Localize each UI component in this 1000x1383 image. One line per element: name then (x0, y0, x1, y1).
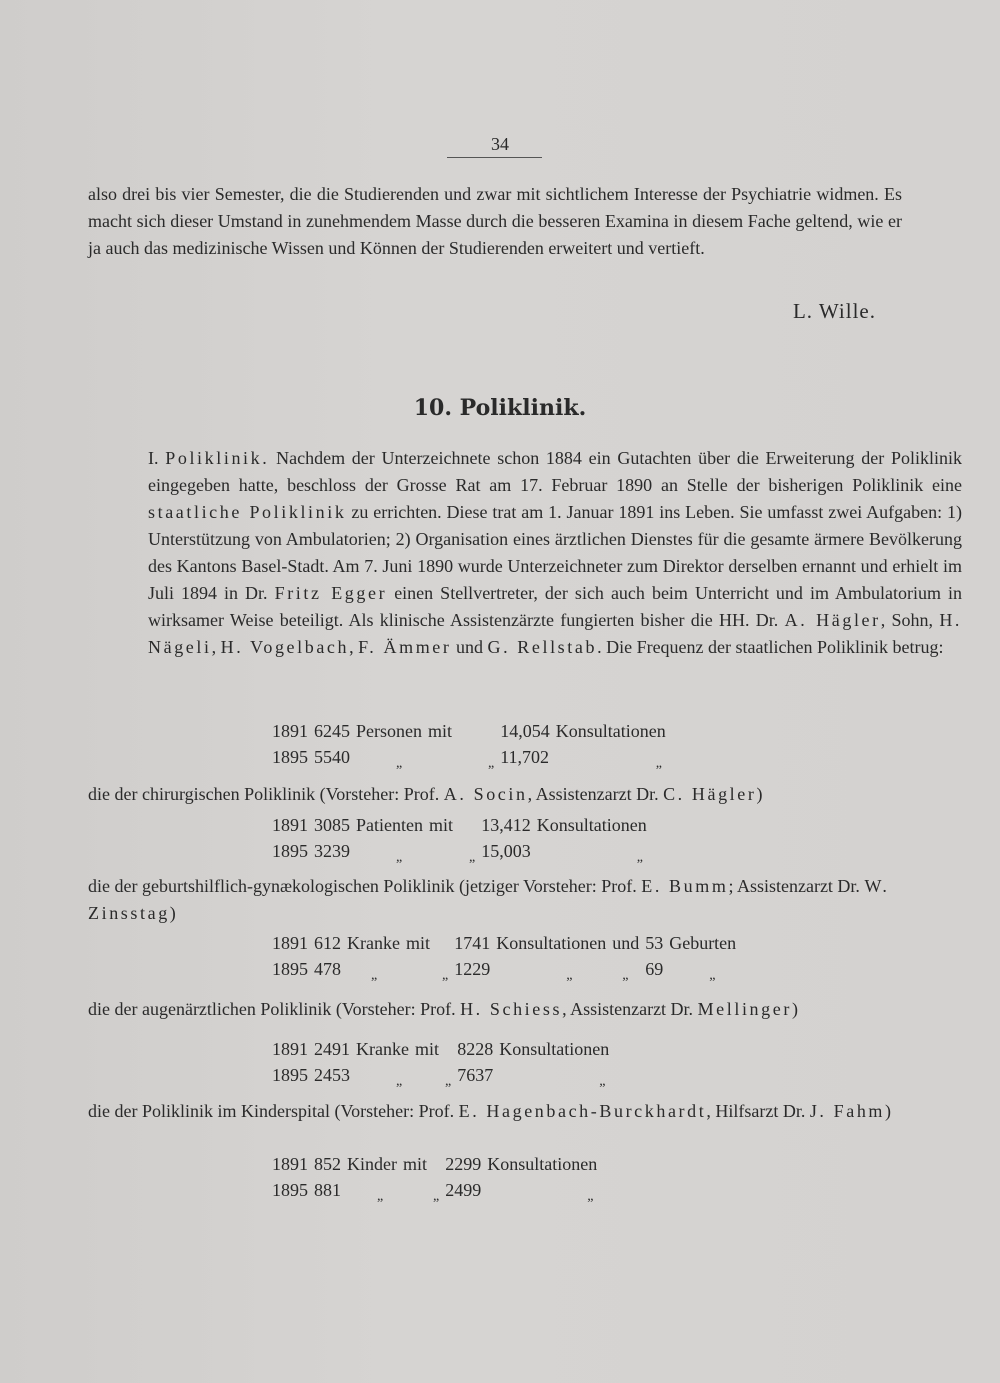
text-run: ; Assistenzarzt Dr. (728, 876, 865, 896)
consult-count-cell: 8228 (457, 1038, 494, 1059)
ditto-mark: „ (377, 1188, 384, 1204)
unit-cell: Kinder (347, 1153, 397, 1174)
section-heading: 10. Poliklinik. (413, 395, 587, 421)
unit-cell: Konsultationen (536, 814, 647, 835)
ditto-mark: „ (441, 967, 449, 983)
person-name: E. Bumm (641, 876, 729, 896)
year-cell: 1891 (272, 1038, 308, 1059)
ditto-cell (406, 956, 454, 982)
ditto-mark: „ (371, 967, 378, 983)
ditto-cell (356, 838, 429, 864)
frequency-table-chirurgisch (272, 812, 653, 864)
count-cell: 2453 (314, 1064, 350, 1085)
chirurgische-heading (88, 781, 902, 808)
table-row (272, 812, 653, 838)
kinderspital-heading (88, 1098, 902, 1125)
consult-count-cell: 11,702 (500, 746, 550, 767)
consult-count-cell: 14,054 (500, 720, 550, 741)
ditto-mark: „ (599, 1073, 606, 1089)
text-run: die der geburtshilflich-gynækologischen Poliklinik (jetziger Vorsteher: Prof. (88, 876, 642, 896)
consult-count-cell: 15,003 (481, 840, 531, 861)
person-name: H. Schiess (460, 999, 563, 1019)
text-run: ) (885, 1101, 892, 1121)
person-name: F. Ämmer (358, 637, 452, 657)
word-cell: mit (414, 1038, 439, 1059)
unit-cell: Patienten (356, 814, 423, 835)
text-run: , Sohn, (880, 610, 940, 630)
ditto-mark: „ (636, 849, 643, 865)
unit-cell: Geburten (669, 932, 737, 953)
year-cell: 1891 (272, 932, 308, 953)
consult-count-cell: 1741 (454, 932, 491, 953)
word-cell: mit (405, 932, 430, 953)
count-cell: 2491 (314, 1038, 350, 1059)
ditto-mark: „ (396, 849, 403, 865)
text-run: die der Poliklinik im Kinderspital (Vorsteher: Prof. (88, 1101, 459, 1121)
ditto-cell (347, 1177, 403, 1203)
person-name: A. Hägler (784, 610, 881, 630)
consult-count-cell: 2299 (445, 1153, 482, 1174)
text-run: . Die Frequenz der staatlichen Poliklinik betrug: (597, 637, 944, 657)
unit-cell: Konsultationen (487, 1153, 598, 1174)
table-row (272, 838, 653, 864)
unit-cell: Konsultationen (555, 720, 666, 741)
ditto-cell (487, 1177, 603, 1203)
text-run: Nachdem der Unterzeichnete schon 1884 ein Gutachten über die Erweiterung der Poliklinik eingegeben hatte, beschloss der Grosse Rat am 17. Februar 1890 an Stelle der bisherigen Poliklinik eine (148, 448, 962, 495)
text-run: ) (791, 999, 798, 1019)
ditto-cell (429, 838, 481, 864)
unit-cell: Konsultationen (496, 932, 607, 953)
page-number-rule (447, 157, 542, 158)
year-cell: 1895 (272, 746, 308, 767)
ditto-cell (428, 744, 500, 770)
ditto-cell (537, 838, 653, 864)
table-row (272, 718, 672, 744)
ditto-mark: „ (566, 967, 573, 983)
table-row (272, 1177, 603, 1203)
person-name: E. Hagenbach-Burckhardt (458, 1101, 707, 1121)
ditto-cell (347, 956, 406, 982)
consult-count-cell: 1229 (454, 958, 491, 979)
ditto-mark: „ (396, 755, 403, 771)
count-cell: 3239 (314, 840, 350, 861)
count-cell: 478 (314, 958, 341, 979)
ditto-mark: „ (468, 849, 476, 865)
ditto-cell (415, 1062, 457, 1088)
text-run: I. (148, 448, 166, 468)
ditto-cell (496, 956, 612, 982)
count-cell: 852 (314, 1153, 341, 1174)
person-name: G. Rellstab (487, 637, 598, 657)
unit-cell: Kranke (347, 932, 400, 953)
text-run: , (211, 637, 221, 657)
frequency-table-geburtshilflich (272, 930, 742, 982)
ditto-cell (612, 956, 645, 982)
ditto-mark: „ (432, 1188, 440, 1204)
geburtshilfliche-heading (88, 873, 902, 927)
text-run: einen Stellvertreter, der sich auch beim Unterricht und im Ambulatorium in wirksamer Weise beteiligt. Als klinische Assistenzärzte fungierten bisher die HH. Dr. (148, 583, 962, 630)
table-row (272, 1151, 603, 1177)
ditto-cell (356, 744, 428, 770)
frequency-table-kinderspital (272, 1151, 603, 1203)
count-cell: 6245 (314, 720, 350, 741)
augenaerztliche-heading (88, 996, 902, 1023)
paragraph-poliklinik (88, 445, 962, 661)
ditto-mark: „ (396, 1073, 403, 1089)
count-cell: 612 (314, 932, 341, 953)
text-run: und (451, 637, 488, 657)
page-number: 34 (491, 134, 509, 154)
birth-count-cell: 53 (645, 932, 664, 953)
word-cell: und (612, 932, 640, 953)
year-cell: 1891 (272, 720, 308, 741)
year-cell: 1895 (272, 958, 308, 979)
table-row (272, 1036, 615, 1062)
text-run: , Assistenzarzt Dr. (527, 784, 664, 804)
consult-count-cell: 7637 (457, 1064, 494, 1085)
text-run: die der augenärztlichen Poliklinik (Vorsteher: Prof. (88, 999, 461, 1019)
table-row (272, 1062, 615, 1088)
ditto-cell (499, 1062, 615, 1088)
author-signature: L. Wille. (792, 299, 876, 323)
word-cell: mit (428, 814, 453, 835)
count-cell: 881 (314, 1179, 341, 1200)
text-run: ) (169, 903, 176, 923)
person-name: H. Nägeli (148, 610, 963, 657)
unit-cell: Kranke (356, 1038, 409, 1059)
count-cell: 3085 (314, 814, 350, 835)
text-run: , Assistenzarzt Dr. (562, 999, 698, 1019)
ditto-mark: „ (587, 1188, 594, 1204)
consult-count-cell: 2499 (445, 1179, 482, 1200)
ditto-cell (669, 956, 742, 982)
text-run: die der chirurgischen Poliklinik (Vorsteher: Prof. (88, 784, 444, 804)
person-name: J. Fahm (809, 1101, 886, 1121)
word-cell: mit (402, 1153, 427, 1174)
count-cell: 5540 (314, 746, 350, 767)
person-name: C. Hägler (663, 784, 757, 804)
person-name: A. Socin (443, 784, 528, 804)
table-row (272, 956, 742, 982)
birth-count-cell: 69 (645, 958, 664, 979)
person-name: Fritz Egger (274, 583, 388, 603)
text-run: ) (756, 784, 763, 804)
frequency-table-augenaerztlich (272, 1036, 615, 1088)
year-cell: 1895 (272, 840, 308, 861)
spaced-term: staatliche Poliklinik (148, 502, 347, 522)
ditto-cell (356, 1062, 415, 1088)
ditto-mark: „ (709, 967, 716, 983)
year-cell: 1891 (272, 1153, 308, 1174)
consult-count-cell: 13,412 (481, 814, 531, 835)
unit-cell: Konsultationen (499, 1038, 610, 1059)
table-row (272, 930, 742, 956)
text-run: , (349, 637, 359, 657)
ditto-cell (556, 744, 672, 770)
frequency-table-staatlich (272, 718, 672, 770)
ditto-mark: „ (655, 755, 662, 771)
ditto-cell (403, 1177, 445, 1203)
person-name: W. Zinsstag (88, 876, 890, 923)
text-run: , Hilfsarzt Dr. (706, 1101, 810, 1121)
ditto-mark: „ (622, 967, 629, 983)
word-cell: mit (428, 720, 453, 741)
year-cell: 1895 (272, 1064, 308, 1085)
year-cell: 1891 (272, 814, 308, 835)
person-name: H. Vogelbach (220, 637, 350, 657)
table-row (272, 744, 672, 770)
paragraph-psychiatry: also drei bis vier Semester, die die Studierenden und zwar mit sichtlichem Interesse der Psychiatrie widmen. Es macht sich dieser Umstand in zunehmendem Masse durch die besseren Examina in diesem Fache geltend, wie er ja auch das medizinische Wissen und Können der Studierenden erweitert und vertieft. (88, 184, 902, 258)
ditto-mark: „ (444, 1073, 452, 1089)
text-run: zu errichten. Diese trat am 1. Januar 1891 ins Leben. Sie umfasst zwei Aufgaben: 1) Unterstützung von Ambulatorien; 2) Organisation eines ärztlichen Dienstes für die gesamte ärmere Bevölkerung des Kantons Basel-Stadt. Am 7. Juni 1890 wurde Unterzeichneter zum Direktor derselben ernannt und erhielt im Juli 1894 in Dr. (148, 502, 962, 603)
year-cell: 1895 (272, 1179, 308, 1200)
spaced-term: Poliklinik. (165, 448, 270, 468)
person-name: Mellinger (697, 999, 792, 1019)
unit-cell: Personen (356, 720, 422, 741)
ditto-mark: „ (488, 755, 495, 771)
